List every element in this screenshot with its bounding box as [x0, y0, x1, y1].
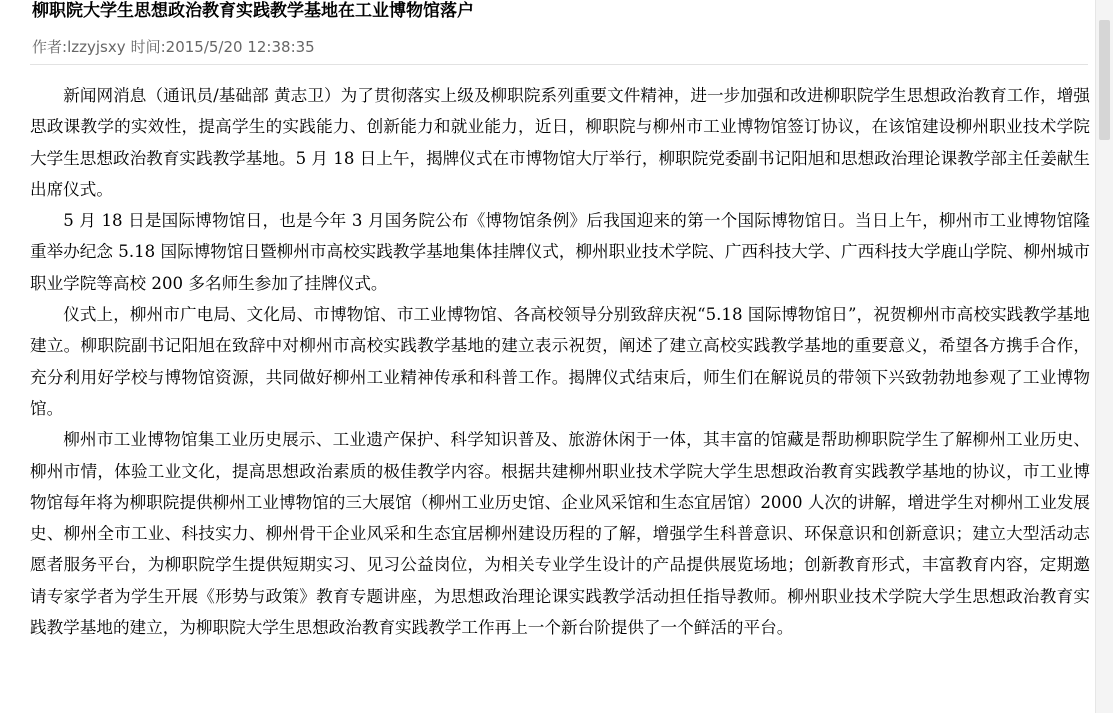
paragraph: 5 月 18 日是国际博物馆日，也是今年 3 月国务院公布《博物馆条例》后我国迎来的第一个国际博物馆日。当日上午，柳州市工业博物馆隆重举办纪念 5.18 国际博物馆日暨柳州市高校实践教学基地集体挂牌仪式，柳州职业技术学院、广西科技大学、广西科技大学鹿山学院、柳州城市职业学院等高校 200 多名师生参加了挂牌仪式。	[30, 211, 1090, 293]
scrollbar-thumb[interactable]	[1099, 20, 1110, 140]
title-divider	[30, 64, 1088, 65]
paragraph: 仪式上，柳州市广电局、文化局、市博物馆、市工业博物馆、各高校领导分别致辞庆祝“5.18 国际博物馆日”，祝贺柳州市高校实践教学基地建立。柳职院副书记阳旭在致辞中对柳州市高校实践教学基地的建立表示祝贺，阐述了建立高校实践教学基地的重要意义，希望各方携手合作，充分利用好学校与博物馆资源，共同做好柳州工业精神传承和科普工作。揭牌仪式结束后，师生们在解说员的带领下兴致勃勃地参观了工业博物馆。	[30, 305, 1090, 418]
paragraph: 新闻网消息（通讯员/基础部 黄志卫）为了贯彻落实上级及柳职院系列重要文件精神，进一步加强和改进柳职院学生思想政治教育工作，增强思政课教学的实效性，提高学生的实践能力、创新能力和就业能力，近日，柳职院与柳州市工业博物馆签订协议，在该馆建设柳州职业技术学院大学生思想政治教育实践教学基地。5 月 18 日上午，揭牌仪式在市博物馆大厅举行，柳职院党委副书记阳旭和思想政治理论课教学部主任姜献生出席仪式。	[30, 86, 1090, 199]
author-name: lzzyjsxy	[67, 38, 126, 56]
article-meta	[32, 37, 315, 57]
article-title: 柳职院大学生思想政治教育实践教学基地在工业博物馆落户	[32, 1, 474, 21]
paragraph: 柳州市工业博物馆集工业历史展示、工业遗产保护、科学知识普及、旅游休闲于一体，其丰富的馆藏是帮助柳职院学生了解柳州工业历史、柳州市情，体验工业文化，提高思想政治素质的极佳教学内容。根据共建柳州职业技术学院大学生思想政治教育实践教学基地的协议，市工业博物馆每年将为柳职院提供柳州工业博物馆的三大展馆（柳州工业历史馆、企业风采馆和生态宜居馆）2000 人次的讲解，增进学生对柳州工业发展史、柳州全市工业、科技实力、柳州骨干企业风采和生态宜居柳州建设历程的了解，增强学生科普意识、环保意识和创新意识；建立大型活动志愿者服务平台，为柳职院学生提供短期实习、见习公益岗位，为相关专业学生设计的产品提供展览场地；创新教育形式，丰富教育内容，定期邀请专家学者为学生开展《形势与政策》教育专题讲座，为思想政治理论课实践教学活动担任指导教师。柳州职业技术学院大学生思想政治教育实践教学基地的建立，为柳职院大学生思想政治教育实践教学工作再上一个新台阶提供了一个鲜活的平台。	[30, 430, 1090, 638]
publish-time: 2015/5/20 12:38:35	[165, 38, 315, 56]
time-label: 时间:	[130, 38, 166, 56]
author-label: 作者:	[32, 38, 68, 56]
article-body	[30, 80, 1090, 643]
vertical-scrollbar[interactable]	[1095, 0, 1113, 713]
